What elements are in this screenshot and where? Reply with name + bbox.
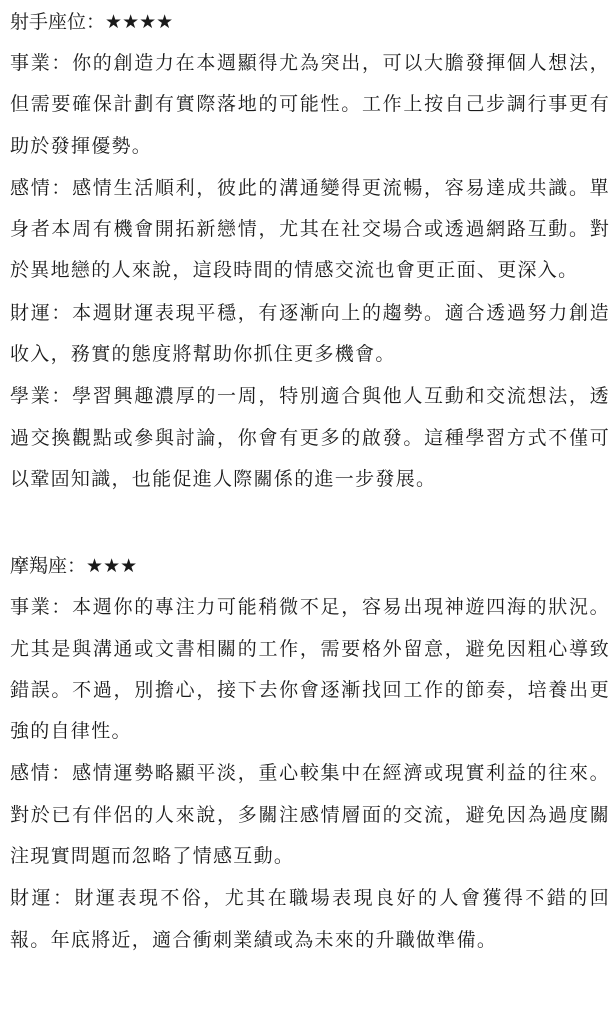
section-text: 財運表現不俗，尤其在職場表現良好的人會獲得不錯的回報。年底將近，適合衝刺業績或為未來的升職做準備。 [10, 887, 610, 951]
title-separator: ： [67, 555, 87, 578]
section-colon: ： [52, 887, 75, 910]
sign-title [10, 544, 610, 587]
sign-block-capricorn [10, 544, 610, 961]
section-label: 財運 [10, 301, 52, 324]
section-colon: ： [51, 762, 73, 785]
section-wealth [10, 293, 610, 376]
section-colon: ： [51, 596, 73, 619]
section-study [10, 376, 610, 500]
title-separator: ： [86, 11, 106, 33]
section-colon: ： [51, 301, 73, 324]
section-label: 感情 [10, 176, 52, 199]
section-wealth [10, 878, 610, 961]
section-love [10, 168, 610, 292]
section-label: 感情 [10, 762, 52, 785]
section-text: 本週財運表現平穩，有逐漸向上的趨勢。適合透過努力創造收入，務實的態度將幫助你抓住更多機會。 [10, 301, 610, 366]
section-label: 學業 [10, 385, 52, 408]
section-colon: ： [51, 176, 73, 199]
sign-name: 射手座位 [10, 11, 87, 33]
section-career [10, 587, 610, 752]
section-label: 財運 [10, 887, 53, 910]
sign-block-sagittarius [10, 0, 610, 500]
section-colon: ： [51, 385, 73, 408]
star-rating: ★★★ [86, 555, 138, 578]
section-gap [10, 501, 610, 544]
section-text: 學習興趣濃厚的一周，特別適合與他人互動和交流想法，透過交換觀點或參與討論，你會有更多的啟發。這種學習方式不僅可以鞏固知識，也能促進人際關係的進一步發展。 [10, 385, 610, 490]
section-label: 事業 [10, 52, 52, 74]
section-text: 本週你的專注力可能稍微不足，容易出現神遊四海的狀況。尤其是與溝通或文書相關的工作，需要格外留意，避免因粗心導致錯誤。不過，別擔心，接下去你會逐漸找回工作的節奏，培養出更強的自律性。 [10, 596, 610, 743]
horoscope-document [10, 0, 610, 962]
section-text: 感情生活順利，彼此的溝通變得更流暢，容易達成共識。單身者本周有機會開拓新戀情，尤其在社交場合或透過網路互動。對於異地戀的人來說，這段時間的情感交流也會更正面、更深入。 [10, 176, 610, 282]
section-colon: ： [51, 52, 73, 74]
sign-name: 摩羯座 [10, 555, 68, 578]
section-text: 感情運勢略顯平淡，重心較集中在經濟或現實利益的往來。對於已有伴侶的人來說，多關注感情層面的交流，避免因為過度關注現實問題而忽略了情感互動。 [10, 762, 610, 868]
section-love [10, 753, 610, 877]
section-text: 你的創造力在本週顯得尤為突出，可以大膽發揮個人想法，但需要確保計劃有實際落地的可能性。工作上按自己步調行事更有助於發揮優勢。 [10, 52, 610, 157]
section-career [10, 43, 610, 167]
section-label: 事業 [10, 596, 52, 619]
sign-title [10, 0, 610, 43]
star-rating: ★★★★ [105, 11, 174, 33]
